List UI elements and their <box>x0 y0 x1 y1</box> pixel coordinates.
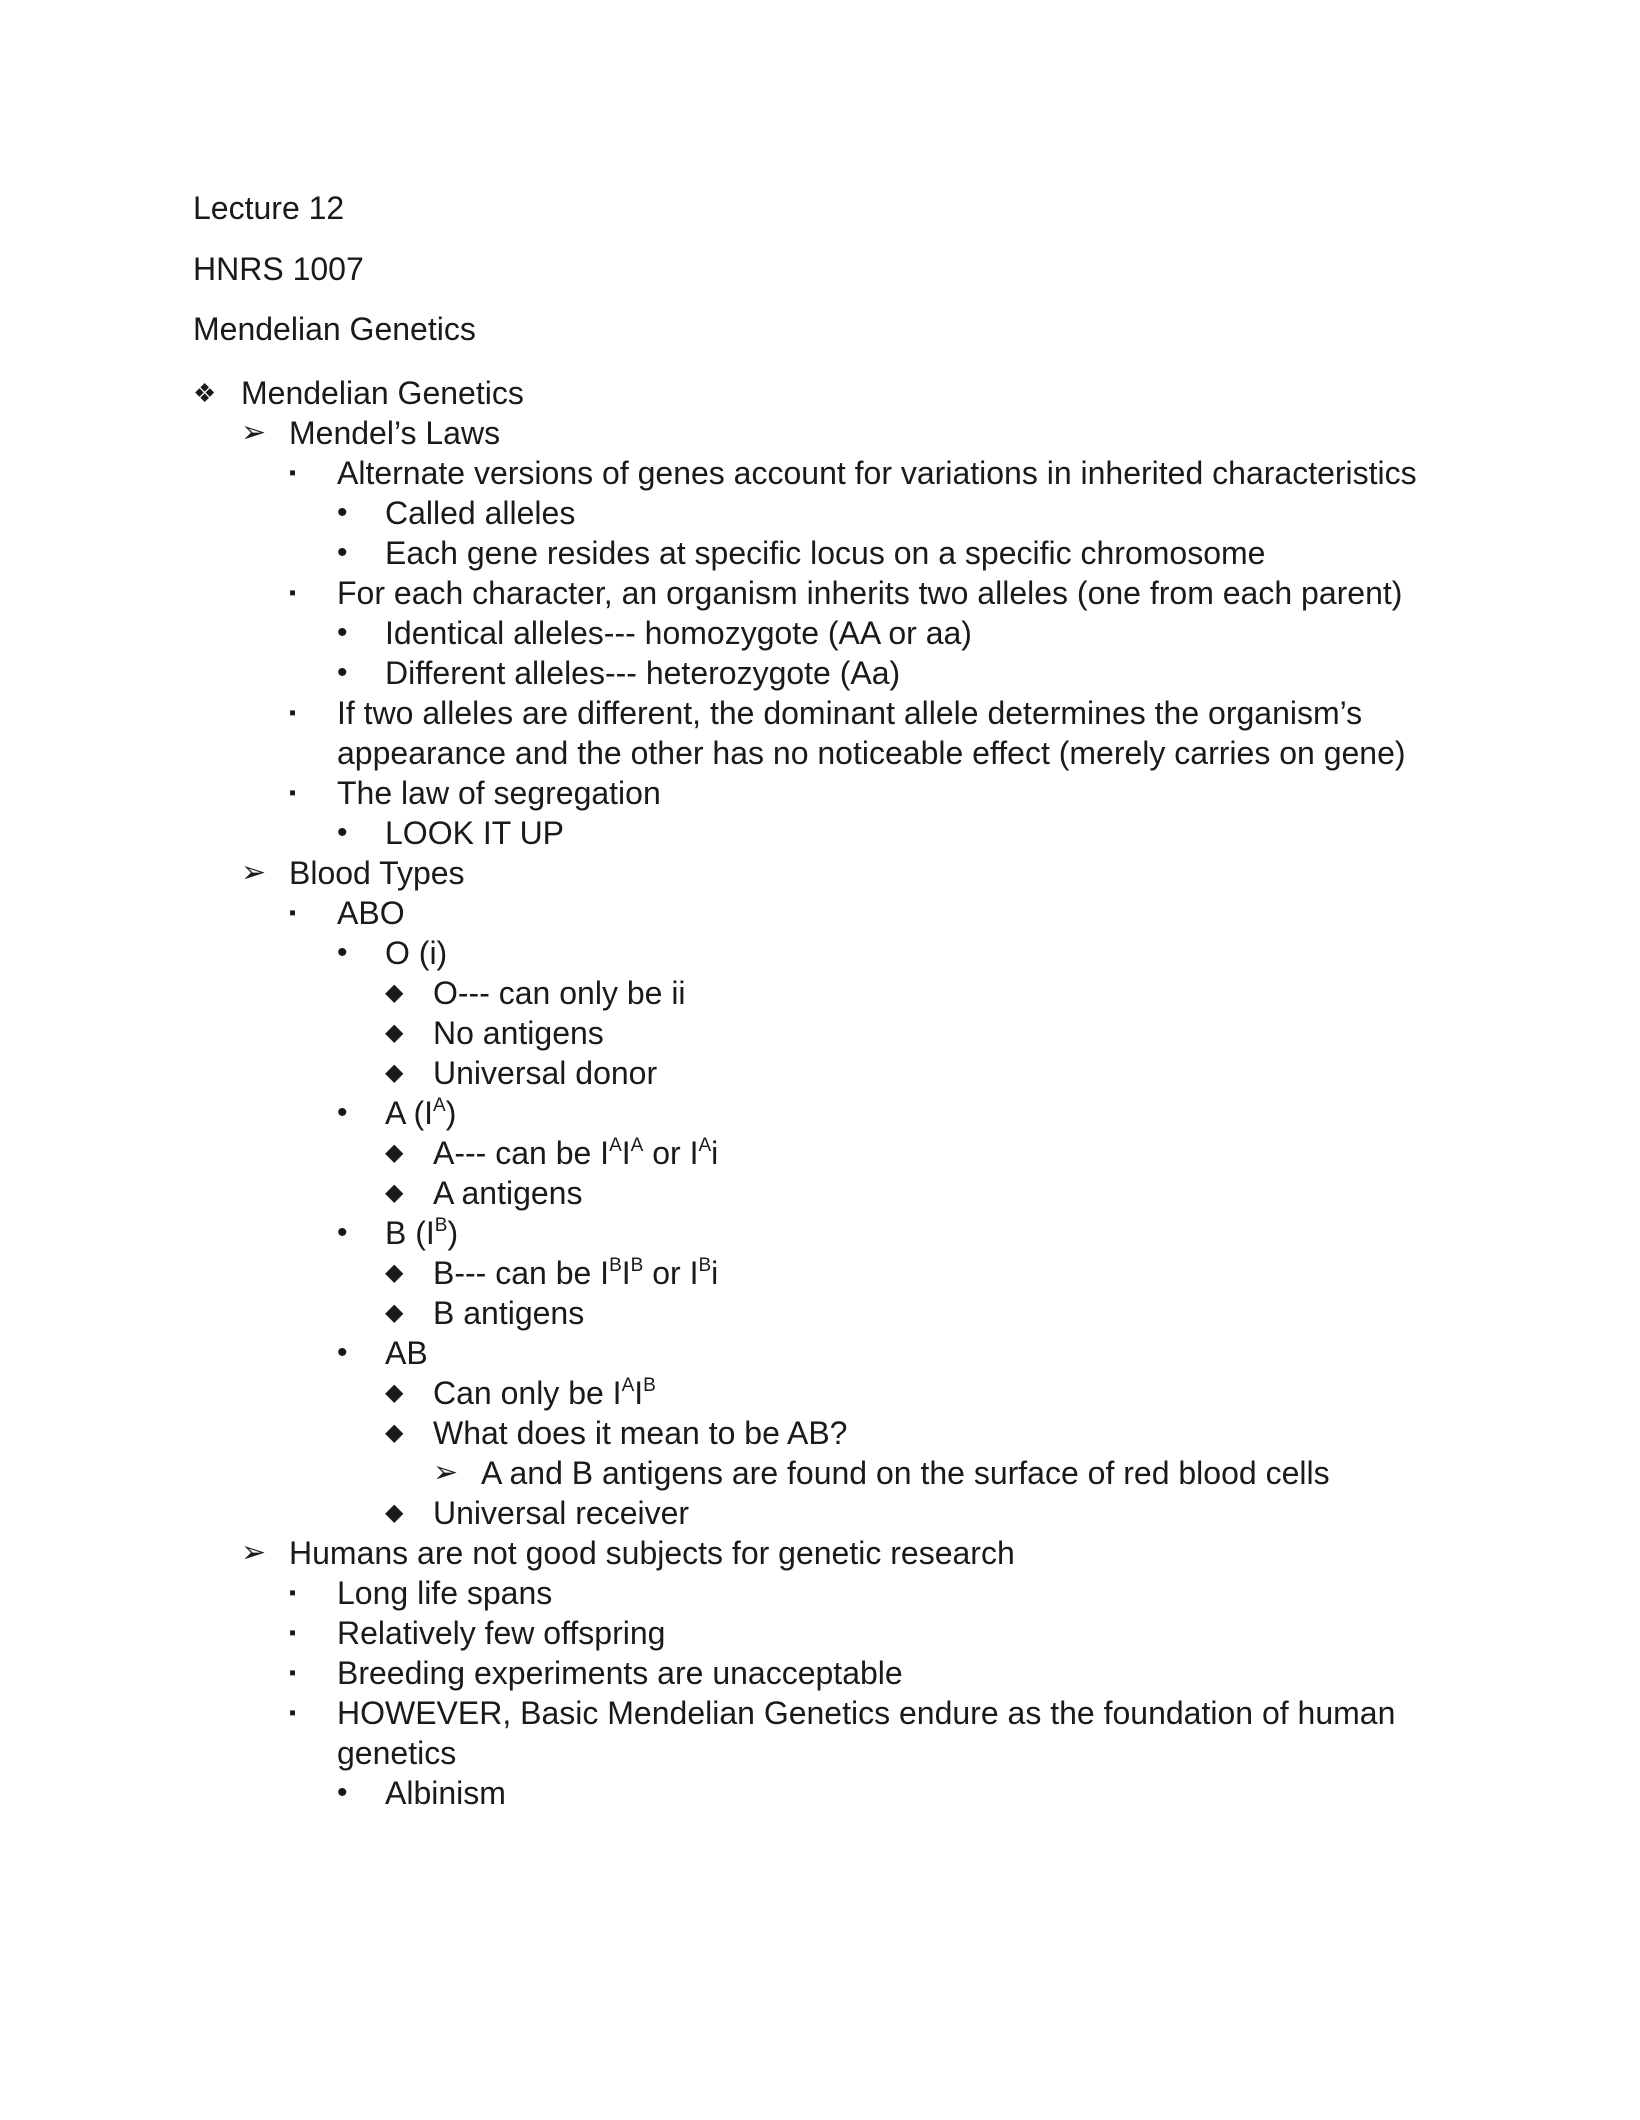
square-bullet-icon: ▪ <box>289 782 297 804</box>
list-item-text: Identical alleles--- homozygote (AA or aa) <box>385 615 972 651</box>
square-bullet-icon: ▪ <box>289 582 297 604</box>
list-item <box>0 1373 1640 1413</box>
list-item-text: Can only be $I^AI^B$ <box>433 1375 656 1411</box>
list-item-text: Breeding experiments are unacceptable <box>337 1655 903 1691</box>
list-item <box>0 613 1640 653</box>
list-item-text: Different alleles--- heterozygote (Aa) <box>385 655 901 691</box>
diamond-bullet-icon: ◆ <box>385 1059 404 1086</box>
list-item <box>0 853 1640 893</box>
list-item-text: Universal receiver <box>433 1495 690 1531</box>
diamond-bullet-icon: ◆ <box>385 1299 404 1326</box>
square-bullet-icon: ▪ <box>289 1702 297 1724</box>
list-item <box>0 653 1640 693</box>
square-bullet-icon: ▪ <box>289 902 297 924</box>
square-bullet-icon: ▪ <box>289 702 297 724</box>
diamond-bullet-icon: ◆ <box>385 1419 404 1446</box>
list-item-text: A $(I^A)$ <box>385 1095 457 1131</box>
diamond-bullet-icon: ◆ <box>385 1179 404 1206</box>
list-item-text: Relatively few offspring <box>337 1615 666 1651</box>
list-item <box>0 813 1640 853</box>
list-item-text: Universal donor <box>433 1055 658 1091</box>
list-item <box>0 573 1640 613</box>
dot-bullet-icon: • <box>337 496 348 529</box>
list-item <box>0 1533 1640 1573</box>
list-item <box>0 1613 1640 1653</box>
list-item <box>0 1573 1640 1613</box>
list-item-text: If two alleles are different, the dominant allele determines the organism’s appearance and the other has no noticeable effect (merely carries on gene) <box>337 695 1406 771</box>
square-bullet-icon: ▪ <box>289 462 297 484</box>
list-item <box>0 1333 1640 1373</box>
arrow-bullet-icon: ➢ <box>241 1536 267 1569</box>
dot-bullet-icon: • <box>337 1776 348 1809</box>
square-bullet-icon: ▪ <box>289 1582 297 1604</box>
list-item-text: ABO <box>337 895 405 931</box>
list-item-text: HOWEVER, Basic Mendelian Genetics endure as the foundation of human genetics <box>337 1695 1396 1771</box>
arrow-bullet-icon: ➢ <box>241 856 267 889</box>
list-item-text: Long life spans <box>337 1575 553 1611</box>
list-item-text: Blood Types <box>289 855 465 891</box>
list-item <box>0 1773 1640 1813</box>
list-item <box>0 933 1640 973</box>
list-item-text: The law of segregation <box>337 775 661 811</box>
list-item <box>0 1693 1640 1773</box>
document-title: Mendelian Genetics <box>193 311 476 347</box>
list-item <box>0 1213 1640 1253</box>
list-item-text: Called alleles <box>385 495 576 531</box>
list-item-text: Humans are not good subjects for genetic research <box>289 1535 1015 1571</box>
list-item <box>0 1293 1640 1333</box>
list-item <box>0 373 1640 413</box>
list-item <box>0 1493 1640 1533</box>
list-item <box>0 1453 1640 1493</box>
diamond-bullet-icon: ◆ <box>385 1259 404 1286</box>
list-item <box>0 973 1640 1013</box>
list-item-text: B--- can be $I^BI^B$ or $I^Bi$ <box>433 1255 719 1291</box>
diamond-bullet-icon: ◆ <box>385 1019 404 1046</box>
list-item <box>0 453 1640 493</box>
list-item-text: Albinism <box>385 1775 506 1811</box>
list-item-text: O (i) <box>385 935 448 971</box>
list-item <box>0 1253 1640 1293</box>
list-item <box>0 773 1640 813</box>
list-item <box>0 1173 1640 1213</box>
list-item-text: A and B antigens are found on the surface of red blood cells <box>481 1455 1330 1491</box>
list-item-text: O--- can only be ii <box>433 975 686 1011</box>
course-code: HNRS 1007 <box>193 251 364 287</box>
dot-bullet-icon: • <box>337 656 348 689</box>
diamond-bullet-icon: ◆ <box>385 979 404 1006</box>
list-item-text: B antigens <box>433 1295 585 1331</box>
list-item-text: For each character, an organism inherits two alleles (one from each parent) <box>337 575 1403 611</box>
star-bullet-icon: ❖ <box>193 378 217 408</box>
list-item <box>0 1013 1640 1053</box>
square-bullet-icon: ▪ <box>289 1662 297 1684</box>
list-item-text: Alternate versions of genes account for variations in inherited characteristics <box>337 455 1417 491</box>
list-item-text: Mendel’s Laws <box>289 415 501 451</box>
lecture-number: Lecture 12 <box>193 190 345 226</box>
list-item-text: AB <box>385 1335 428 1371</box>
list-item <box>0 413 1640 453</box>
dot-bullet-icon: • <box>337 936 348 969</box>
list-item <box>0 693 1640 773</box>
list-item-text: What does it mean to be AB? <box>433 1415 848 1451</box>
arrow-bullet-icon: ➢ <box>433 1456 459 1489</box>
list-item-text: Each gene resides at specific locus on a specific chromosome <box>385 535 1266 571</box>
list-item-text: B $(I^B)$ <box>385 1215 459 1251</box>
list-item <box>0 1093 1640 1133</box>
list-item <box>0 493 1640 533</box>
dot-bullet-icon: • <box>337 616 348 649</box>
list-item-text: LOOK IT UP <box>385 815 565 851</box>
list-item <box>0 1133 1640 1173</box>
dot-bullet-icon: • <box>337 536 348 569</box>
dot-bullet-icon: • <box>337 1216 348 1249</box>
list-item-text: A--- can be $I^AI^A$ or $I^Ai$ <box>433 1135 719 1171</box>
list-item-text: No antigens <box>433 1015 604 1051</box>
diamond-bullet-icon: ◆ <box>385 1379 404 1406</box>
diamond-bullet-icon: ◆ <box>385 1139 404 1166</box>
list-item-text: Mendelian Genetics <box>241 375 524 411</box>
list-item <box>0 1653 1640 1693</box>
list-item-text: A antigens <box>433 1175 583 1211</box>
arrow-bullet-icon: ➢ <box>241 416 267 449</box>
list-item <box>0 1053 1640 1093</box>
diamond-bullet-icon: ◆ <box>385 1499 404 1526</box>
list-item <box>0 533 1640 573</box>
list-item <box>0 1413 1640 1453</box>
list-item <box>0 893 1640 933</box>
square-bullet-icon: ▪ <box>289 1622 297 1644</box>
dot-bullet-icon: • <box>337 1096 348 1129</box>
dot-bullet-icon: • <box>337 1336 348 1369</box>
dot-bullet-icon: • <box>337 816 348 849</box>
outline-list <box>0 373 1640 1813</box>
